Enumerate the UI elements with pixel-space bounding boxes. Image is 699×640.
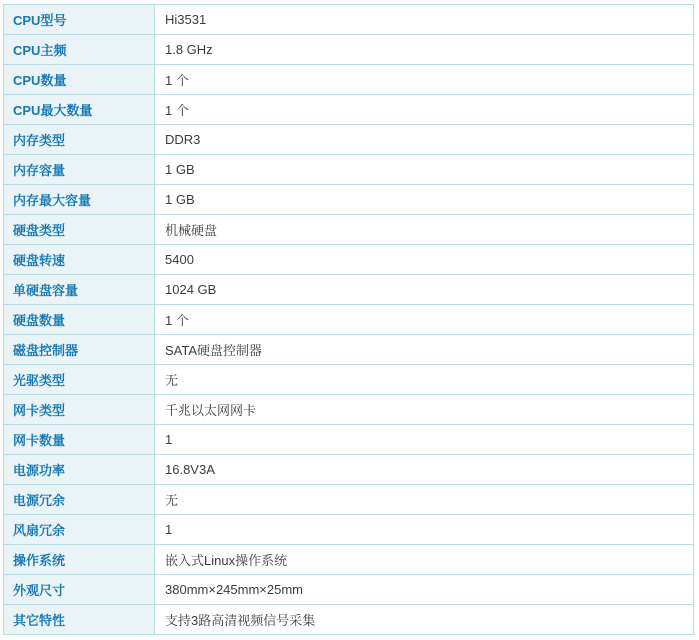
product-spec-table: [3, 4, 694, 635]
spec-label: 电源功率: [4, 455, 155, 485]
spec-label: 外观尺寸: [4, 575, 155, 605]
table-row: [4, 215, 694, 245]
table-row: [4, 605, 694, 635]
spec-label: 光驱类型: [4, 365, 155, 395]
spec-value: SATA硬盘控制器: [155, 335, 694, 365]
spec-label: 硬盘类型: [4, 215, 155, 245]
spec-label: 硬盘转速: [4, 245, 155, 275]
spec-label: 内存最大容量: [4, 185, 155, 215]
spec-value: 无: [155, 485, 694, 515]
spec-value: 1024 GB: [155, 275, 694, 305]
spec-value: 1: [155, 515, 694, 545]
spec-label: CPU最大数量: [4, 95, 155, 125]
table-row: [4, 95, 694, 125]
table-row: [4, 575, 694, 605]
spec-value: 机械硬盘: [155, 215, 694, 245]
spec-value: 1 个: [155, 95, 694, 125]
spec-value: 1 个: [155, 65, 694, 95]
table-row: [4, 35, 694, 65]
spec-label: 内存容量: [4, 155, 155, 185]
table-row: [4, 485, 694, 515]
table-row: [4, 125, 694, 155]
spec-value: DDR3: [155, 125, 694, 155]
spec-value: 无: [155, 365, 694, 395]
spec-value: 嵌入式Linux操作系统: [155, 545, 694, 575]
table-row: [4, 65, 694, 95]
table-row: [4, 185, 694, 215]
spec-label: CPU数量: [4, 65, 155, 95]
table-row: [4, 455, 694, 485]
spec-label: CPU主频: [4, 35, 155, 65]
spec-value: 1 个: [155, 305, 694, 335]
spec-label: 电源冗余: [4, 485, 155, 515]
spec-value: 1: [155, 425, 694, 455]
table-row: [4, 275, 694, 305]
table-row: [4, 245, 694, 275]
spec-label: 风扇冗余: [4, 515, 155, 545]
table-row: [4, 395, 694, 425]
spec-label: 内存类型: [4, 125, 155, 155]
table-row: [4, 515, 694, 545]
spec-label: CPU型号: [4, 5, 155, 35]
table-row: [4, 305, 694, 335]
table-row: [4, 425, 694, 455]
spec-value: 1.8 GHz: [155, 35, 694, 65]
spec-label: 操作系统: [4, 545, 155, 575]
table-row: [4, 155, 694, 185]
table-row: [4, 335, 694, 365]
spec-value: 支持3路高清视频信号采集: [155, 605, 694, 635]
spec-value: 1 GB: [155, 185, 694, 215]
table-row: [4, 5, 694, 35]
spec-label: 其它特性: [4, 605, 155, 635]
spec-label: 网卡类型: [4, 395, 155, 425]
spec-table-body: [4, 5, 694, 635]
spec-label: 单硬盘容量: [4, 275, 155, 305]
table-row: [4, 365, 694, 395]
spec-value: 5400: [155, 245, 694, 275]
spec-value: 16.8V3A: [155, 455, 694, 485]
spec-value: Hi3531: [155, 5, 694, 35]
table-row: [4, 545, 694, 575]
spec-label: 磁盘控制器: [4, 335, 155, 365]
spec-value: 380mm×245mm×25mm: [155, 575, 694, 605]
spec-table-container: [3, 4, 694, 635]
spec-label: 硬盘数量: [4, 305, 155, 335]
spec-label: 网卡数量: [4, 425, 155, 455]
spec-value: 1 GB: [155, 155, 694, 185]
spec-value: 千兆以太网网卡: [155, 395, 694, 425]
